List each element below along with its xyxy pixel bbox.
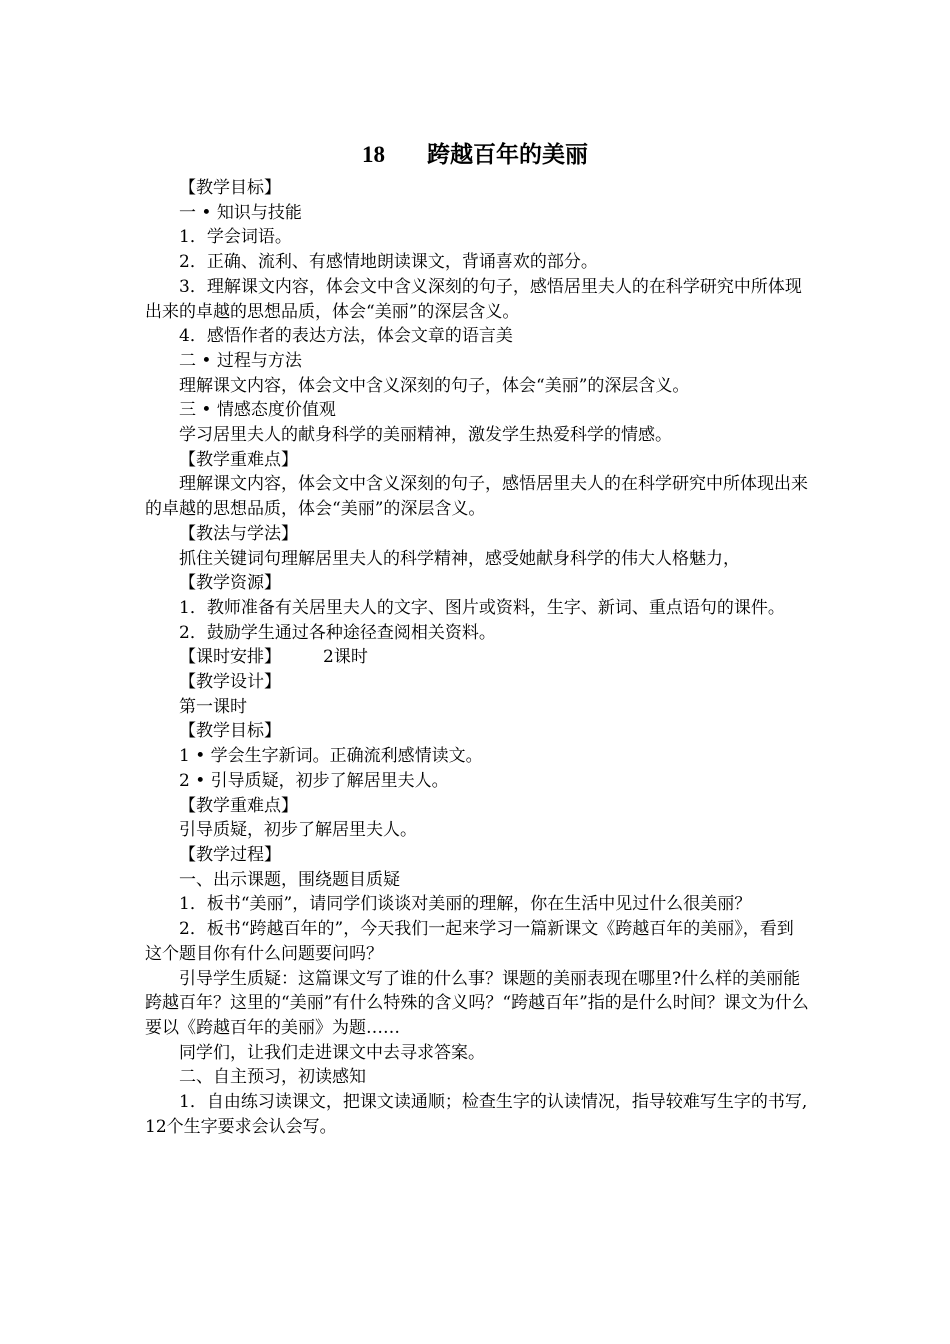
transition-text: 同学们，让我们走进课文中去寻求答案。: [179, 1042, 485, 1063]
section-two-item-1: 1．自由练习读课文，把课文读通顺；检查生字的认读情况，指导较难写生字的书写, 12个生字要求会认会写。: [145, 1092, 808, 1137]
lesson-number: 18: [362, 142, 385, 167]
goal-item-3: 3．理解课文内容，体会文中含义深刻的句子，感悟居里夫人的在科学研究中所体现出来的卓越的思想品质，体会“美丽”的深层含义。: [145, 276, 802, 322]
lesson-key-points-text: 引导质疑，初步了解居里夫人。: [179, 820, 417, 841]
methods-text: 抓住关键词句理解居里夫人的科学精神，感受她献身科学的伟大人格魅力，: [179, 548, 740, 569]
schedule-line: [145, 645, 810, 670]
key-points-text: 理解课文内容，体会文中含义深刻的句子，感悟居里夫人的在科学研究中所体现出来的卓越的思想品质，体会“美丽”的深层含义。: [145, 474, 808, 520]
heading-resources: 【教学资源】: [179, 573, 281, 594]
section-one-item-1: 1．板书“美丽”，请同学们谈谈对美丽的理解，你在生活中见过什么很美丽？: [179, 894, 752, 915]
heading-methods: 【教法与学法】: [179, 523, 298, 544]
guided-questions: 引导学生质疑：这篇课文写了谁的什么事？课题的美丽表现在哪里?什么样的美丽能跨越百年？这里的“美丽”有什么特殊的含义吗？“跨越百年”指的是什么时间？课文为什么要以《跨越百年的美丽》为题……: [145, 968, 809, 1038]
subheading-attitude: 三 • 情感态度价值观: [179, 400, 336, 421]
attitude-text: 学习居里夫人的献身科学的美丽精神，激发学生热爱科学的情感。: [179, 425, 672, 446]
lesson-title: [0, 136, 950, 169]
schedule-label: 【课时安排】: [179, 647, 281, 668]
goal-item-1: 1．学会词语。: [179, 227, 292, 248]
subheading-knowledge: 一 • 知识与技能: [179, 202, 302, 223]
first-lesson-label: 第一课时: [179, 696, 247, 717]
resource-item-1: 1．教师准备有关居里夫人的文字、图片或资料，生字、新词、重点语句的课件。: [179, 597, 785, 618]
subheading-process: 二 • 过程与方法: [179, 350, 302, 371]
heading-teaching-goals: 【教学目标】: [179, 178, 281, 198]
heading-design: 【教学设计】: [179, 672, 281, 693]
heading-key-points: 【教学重难点】: [179, 449, 298, 470]
heading-lesson-key-points: 【教学重难点】: [179, 795, 298, 816]
section-one-heading: 一、出示课题，围绕题目质疑: [179, 869, 400, 890]
heading-lesson-goals: 【教学目标】: [179, 721, 281, 742]
goal-item-2: 2．正确、流利、有感情地朗读课文，背诵喜欢的部分。: [179, 252, 598, 273]
section-one-item-2: 2．板书“跨越百年的”，今天我们一起来学习一篇新课文《跨越百年的美丽》，看到这个题目你有什么问题要问吗？: [145, 919, 794, 964]
schedule-value: 2课时: [323, 647, 368, 668]
lesson-title-text: 跨越百年的美丽: [427, 141, 588, 168]
section-two-heading: 二、自主预习，初读感知: [179, 1067, 366, 1088]
lesson-goal-1: 1 • 学会生字新词。正确流利感情读文。: [179, 746, 483, 767]
heading-process: 【教学过程】: [179, 844, 281, 865]
lesson-goal-2: 2 • 引导质疑，初步了解居里夫人。: [179, 770, 449, 791]
resource-item-2: 2．鼓励学生通过各种途径查阅相关资料。: [179, 622, 496, 643]
process-text: 理解课文内容，体会文中含义深刻的句子，体会“美丽”的深层含义。: [179, 375, 690, 396]
lesson-body: [145, 176, 810, 1139]
goal-item-4: 4．感悟作者的表达方法，体会文章的语言美: [179, 326, 513, 347]
